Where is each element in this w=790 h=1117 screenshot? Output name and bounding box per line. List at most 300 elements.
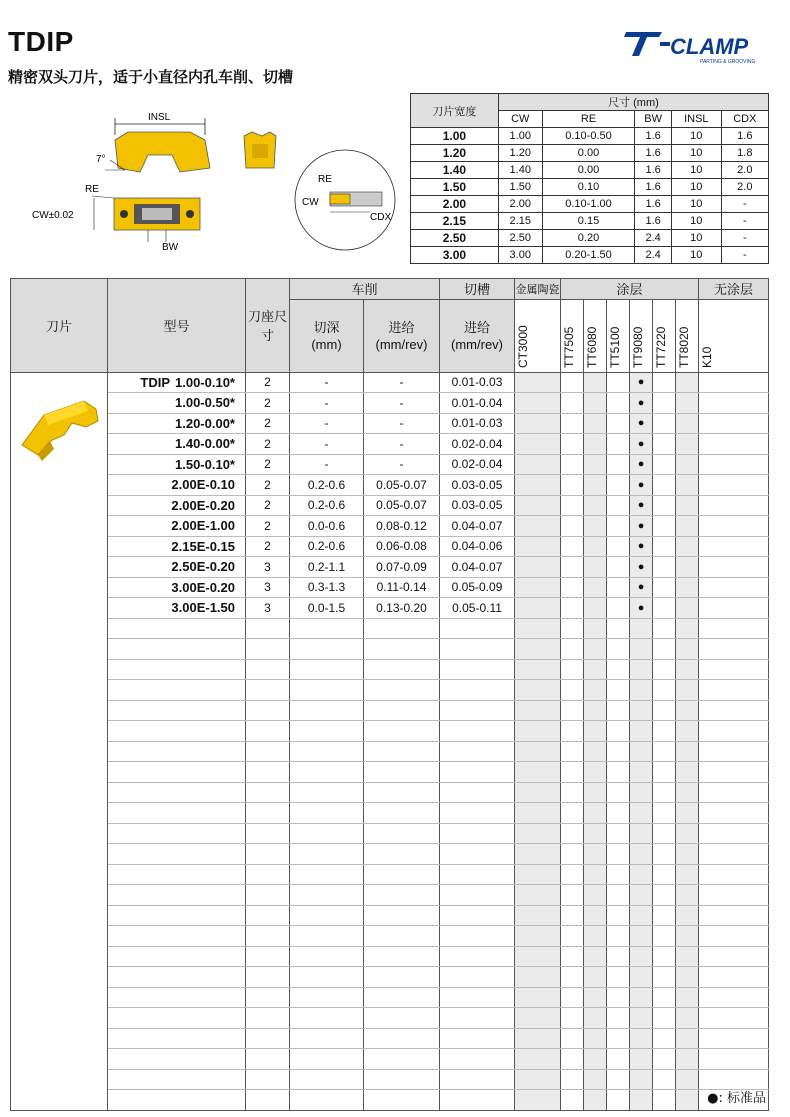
dim-cell: -: [721, 247, 768, 264]
legend-note: ●: 标准品: [707, 1091, 766, 1106]
dim-cell: 0.15: [542, 213, 635, 230]
grade-cell: [584, 905, 607, 926]
insert-icon: [14, 383, 104, 463]
table-row: [11, 741, 769, 762]
grade-cell: [630, 700, 653, 721]
grade-cell: [584, 680, 607, 701]
grade-cell: [699, 516, 769, 537]
grade-cell: [699, 680, 769, 701]
depth-cell: [290, 1090, 364, 1111]
grade-cell: [515, 393, 561, 414]
grade-cell: [515, 741, 561, 762]
groove-cell: [440, 823, 515, 844]
grade-cell: [630, 987, 653, 1008]
grade-cell: [699, 434, 769, 455]
grade-cell: [607, 516, 630, 537]
table-row: [11, 393, 769, 414]
dim-cell: 2.4: [635, 247, 672, 264]
grade-tt7505: TT7505: [562, 326, 577, 368]
seat-cell: [246, 659, 290, 680]
depth-cell: 0.2-0.6: [290, 475, 364, 496]
seat-cell: 2: [246, 372, 290, 393]
groove-cell: 0.05-0.11: [440, 598, 515, 619]
feed-cell: [364, 1069, 440, 1090]
grade-k10: K10: [700, 346, 715, 368]
groove-cell: [440, 1028, 515, 1049]
grade-cell: [699, 413, 769, 434]
model-cell: [108, 659, 246, 680]
grade-cell: [630, 1049, 653, 1070]
grade-cell: [653, 864, 676, 885]
grade-cell: [653, 495, 676, 516]
groove-cell: [440, 1049, 515, 1070]
grade-cell: [653, 680, 676, 701]
groove-cell: [440, 782, 515, 803]
model-code: 2.00E-1.00: [171, 518, 235, 534]
grade-cell: [584, 393, 607, 414]
grade-cell: [584, 577, 607, 598]
grade-cell: [607, 618, 630, 639]
model-cell: [108, 844, 246, 865]
grade-cell: [676, 475, 699, 496]
grade-cell: [630, 659, 653, 680]
grade-cell: [584, 413, 607, 434]
grade-cell: [699, 967, 769, 988]
grade-cell: [676, 864, 699, 885]
groove-cell: 0.04-0.07: [440, 557, 515, 578]
grade-cell: [676, 495, 699, 516]
grade-cell: [699, 1028, 769, 1049]
table-row: [11, 598, 769, 619]
grade-cell: [699, 577, 769, 598]
depth-cell: [290, 987, 364, 1008]
model-cell: [108, 454, 246, 475]
feed-cell: [364, 864, 440, 885]
grade-cell: [699, 598, 769, 619]
grade-cell: [561, 639, 584, 660]
grade-cell: [515, 639, 561, 660]
seat-cell: 2: [246, 434, 290, 455]
grade-cell: [653, 1028, 676, 1049]
table-row: [11, 803, 769, 824]
grade-cell: [584, 721, 607, 742]
grade-cell: [630, 885, 653, 906]
feed-cell: -: [364, 413, 440, 434]
feed-cell: [364, 680, 440, 701]
model-cell: [108, 434, 246, 455]
standard-mark: ●: [630, 475, 653, 496]
grade-cell: [653, 1008, 676, 1029]
grade-cell: [676, 557, 699, 578]
grade-cell: [515, 1028, 561, 1049]
table-row: [11, 700, 769, 721]
grade-cell: [607, 1090, 630, 1111]
grade-cell: [676, 1028, 699, 1049]
depth-cell: 0.2-0.6: [290, 495, 364, 516]
dim-cell: 0.10-1.00: [542, 196, 635, 213]
feed-cell: [364, 823, 440, 844]
col-turning: 车削: [290, 279, 440, 300]
depth-cell: [290, 905, 364, 926]
groove-cell: [440, 1090, 515, 1111]
grade-cell: [584, 823, 607, 844]
seat-cell: [246, 1049, 290, 1070]
table-row: [11, 557, 769, 578]
dim-row: [411, 247, 769, 264]
grade-cell: [561, 762, 584, 783]
dim-cell: 1.6: [635, 213, 672, 230]
depth-cell: 0.0-1.5: [290, 598, 364, 619]
feed-cell: [364, 967, 440, 988]
grade-cell: [699, 639, 769, 660]
table-row: [11, 680, 769, 701]
grade-cell: [607, 721, 630, 742]
grade-cell: [699, 557, 769, 578]
depth-cell: [290, 1008, 364, 1029]
seat-cell: [246, 741, 290, 762]
groove-cell: 0.02-0.04: [440, 454, 515, 475]
seat-cell: 2: [246, 393, 290, 414]
grade-cell: [515, 700, 561, 721]
table-row: [11, 1090, 769, 1111]
depth-cell: [290, 844, 364, 865]
dim-cell: 1.6: [721, 128, 768, 145]
grade-cell: [584, 434, 607, 455]
standard-mark: ●: [630, 536, 653, 557]
grade-cell: [607, 577, 630, 598]
model-cell: [108, 1069, 246, 1090]
depth-cell: 0.3-1.3: [290, 577, 364, 598]
standard-mark: ●: [630, 372, 653, 393]
grade-cell: [515, 680, 561, 701]
feed-cell: 0.11-0.14: [364, 577, 440, 598]
grade-cell: [607, 1028, 630, 1049]
grade-cell: [653, 700, 676, 721]
seat-cell: 2: [246, 454, 290, 475]
grade-cell: [607, 475, 630, 496]
table-row: [11, 577, 769, 598]
grade-cell: [561, 372, 584, 393]
grade-cell: [699, 946, 769, 967]
grade-cell: [515, 721, 561, 742]
feed-cell: [364, 1049, 440, 1070]
model-cell: [108, 536, 246, 557]
dim-cell: 1.6: [635, 128, 672, 145]
dim-row: [411, 196, 769, 213]
grade-cell: [676, 1090, 699, 1111]
label-angle: 7°: [96, 154, 106, 165]
grade-cell: [630, 1090, 653, 1111]
dim-cell: 10: [671, 196, 721, 213]
grade-cell: [676, 680, 699, 701]
grade-cell: [676, 577, 699, 598]
dim-cell: 1.00: [498, 128, 542, 145]
grade-cell: [561, 1069, 584, 1090]
grade-cell: [630, 967, 653, 988]
dim-row: [411, 162, 769, 179]
grade-cell: [607, 700, 630, 721]
dim-cell: 2.15: [498, 213, 542, 230]
feed-cell: [364, 700, 440, 721]
depth-cell: -: [290, 434, 364, 455]
grade-cell: [607, 864, 630, 885]
dim-row: [411, 145, 769, 162]
grade-cell: [653, 946, 676, 967]
grade-cell: [515, 844, 561, 865]
grade-cell: [561, 844, 584, 865]
grade-cell: [607, 987, 630, 1008]
grade-cell: [584, 946, 607, 967]
seat-cell: [246, 1090, 290, 1111]
grade-cell: [561, 434, 584, 455]
dim-row: [411, 230, 769, 247]
dim-row: [411, 213, 769, 230]
dim-cell: -: [721, 213, 768, 230]
feed-cell: -: [364, 434, 440, 455]
grade-cell: [653, 598, 676, 619]
grade-cell: [699, 475, 769, 496]
grade-tt5100: TT5100: [608, 326, 623, 368]
depth-cell: [290, 659, 364, 680]
grade-cell: [561, 475, 584, 496]
dim-cell: 1.6: [635, 145, 672, 162]
grade-cell: [676, 1069, 699, 1090]
grade-cell: [653, 782, 676, 803]
seat-cell: [246, 987, 290, 1008]
series-prefix: TDIP: [140, 374, 170, 390]
label-re: RE: [85, 184, 99, 195]
dimension-table: [410, 93, 769, 264]
feed-cell: 0.08-0.12: [364, 516, 440, 537]
model-cell: [108, 803, 246, 824]
grade-cell: [653, 475, 676, 496]
grade-cell: [699, 536, 769, 557]
grade-cell: [607, 782, 630, 803]
grade-cell: [699, 905, 769, 926]
grade-cell: [584, 536, 607, 557]
grade-cell: [676, 885, 699, 906]
model-code: 2.00E-0.20: [171, 497, 235, 513]
feed-cell: [364, 803, 440, 824]
grade-cell: [676, 372, 699, 393]
standard-mark: ●: [630, 577, 653, 598]
grade-cell: [676, 536, 699, 557]
feed-cell: [364, 1090, 440, 1111]
grade-cell: [630, 926, 653, 947]
dim-cell: 0.20-1.50: [542, 247, 635, 264]
label-bw: BW: [162, 242, 179, 253]
insert-image: [11, 372, 108, 1110]
grade-cell: [699, 393, 769, 414]
grade-cell: [699, 495, 769, 516]
col-coated: 涂层: [561, 279, 699, 300]
seat-cell: [246, 1028, 290, 1049]
table-row: [11, 782, 769, 803]
grade-cell: [561, 598, 584, 619]
col-insert: 刀片: [11, 279, 108, 373]
depth-cell: [290, 741, 364, 762]
grade-cell: [653, 741, 676, 762]
table-row: [11, 721, 769, 742]
feed-cell: [364, 741, 440, 762]
model-cell: [108, 741, 246, 762]
grade-cell: [653, 639, 676, 660]
grade-cell: [561, 864, 584, 885]
grade-cell: [515, 557, 561, 578]
feed-cell: [364, 946, 440, 967]
grade-cell: [630, 1028, 653, 1049]
grade-cell: [561, 823, 584, 844]
model-cell: [108, 905, 246, 926]
grade-cell: [653, 967, 676, 988]
grade-cell: [699, 721, 769, 742]
groove-cell: [440, 864, 515, 885]
model-cell: [108, 762, 246, 783]
dim-row: [411, 128, 769, 145]
table-row: [11, 516, 769, 537]
dim-cell: 10: [671, 213, 721, 230]
page-title: TDIP: [8, 26, 74, 57]
grade-cell: [607, 823, 630, 844]
depth-cell: [290, 618, 364, 639]
model-cell: [108, 700, 246, 721]
depth-cell: -: [290, 372, 364, 393]
grade-cell: [676, 823, 699, 844]
groove-cell: [440, 905, 515, 926]
grade-cell: [584, 741, 607, 762]
table-row: [11, 762, 769, 783]
seat-cell: [246, 721, 290, 742]
grade-cell: [699, 885, 769, 906]
table-row: [11, 372, 769, 393]
grade-cell: [676, 639, 699, 660]
dim-cell: 1.6: [635, 162, 672, 179]
grade-cell: [699, 741, 769, 762]
model-cell: [108, 372, 246, 393]
seat-cell: [246, 700, 290, 721]
grade-cell: [607, 639, 630, 660]
grade-cell: [676, 1008, 699, 1029]
dim-cell: 10: [671, 247, 721, 264]
grade-cell: [653, 885, 676, 906]
grade-table: [10, 278, 769, 1111]
standard-mark: ●: [630, 598, 653, 619]
model-cell: [108, 1090, 246, 1111]
grade-cell: [515, 885, 561, 906]
groove-cell: 0.04-0.06: [440, 536, 515, 557]
grade-cell: [607, 967, 630, 988]
label-cw: CW±0.02: [32, 210, 74, 221]
seat-cell: 3: [246, 557, 290, 578]
grade-cell: [561, 516, 584, 537]
dim-cell: 3.00: [411, 247, 499, 264]
grade-cell: [561, 905, 584, 926]
groove-cell: [440, 967, 515, 988]
model-cell: [108, 618, 246, 639]
col-model: 型号: [108, 279, 246, 373]
feed-cell: 0.13-0.20: [364, 598, 440, 619]
grade-cell: [515, 987, 561, 1008]
grade-cell: [699, 987, 769, 1008]
table-row: [11, 823, 769, 844]
grade-cell: [653, 413, 676, 434]
col-feed: 进给 (mm/rev): [364, 299, 440, 372]
depth-cell: [290, 967, 364, 988]
feed-cell: [364, 926, 440, 947]
dim-cell: 2.50: [498, 230, 542, 247]
grade-cell: [653, 516, 676, 537]
depth-cell: [290, 803, 364, 824]
grade-cell: [699, 1049, 769, 1070]
model-cell: [108, 680, 246, 701]
grade-cell: [584, 639, 607, 660]
grade-cell: [653, 1069, 676, 1090]
groove-cell: 0.03-0.05: [440, 495, 515, 516]
logo-tagline: PARTING & GROOVING: [700, 59, 756, 65]
grade-cell: [630, 844, 653, 865]
grade-cell: [515, 926, 561, 947]
grade-cell: [607, 495, 630, 516]
grade-cell: [607, 1008, 630, 1029]
groove-cell: [440, 1069, 515, 1090]
grade-cell: [699, 864, 769, 885]
grade-cell: [699, 454, 769, 475]
grade-cell: [653, 536, 676, 557]
grade-cell: [607, 557, 630, 578]
model-code: 1.00-0.10*: [175, 374, 235, 390]
grade-cell: [561, 741, 584, 762]
dim-cell: 2.15: [411, 213, 499, 230]
grade-cell: [630, 864, 653, 885]
depth-cell: [290, 721, 364, 742]
seat-cell: [246, 905, 290, 926]
groove-cell: [440, 762, 515, 783]
grade-cell: [584, 475, 607, 496]
grade-cell: [676, 741, 699, 762]
feed-cell: [364, 905, 440, 926]
model-cell: [108, 967, 246, 988]
dim-cell: 2.50: [411, 230, 499, 247]
grade-cell: [630, 618, 653, 639]
table-row: [11, 967, 769, 988]
grade-cell: [515, 577, 561, 598]
groove-cell: 0.01-0.03: [440, 413, 515, 434]
feed-cell: [364, 782, 440, 803]
table-row: [11, 1049, 769, 1070]
groove-cell: [440, 700, 515, 721]
grade-cell: [676, 762, 699, 783]
dim-cell: 2.0: [721, 179, 768, 196]
grade-cell: [653, 926, 676, 947]
dim-col-re: RE: [542, 111, 635, 128]
grade-cell: [607, 803, 630, 824]
dim-cell: 1.6: [635, 196, 672, 213]
model-code: 1.40-0.00*: [175, 436, 235, 452]
model-cell: [108, 926, 246, 947]
depth-cell: [290, 639, 364, 660]
label-cdx: CDX: [370, 212, 392, 223]
dim-col-bw: BW: [635, 111, 672, 128]
col-groove-feed: 进给 (mm/rev): [440, 299, 515, 372]
grade-cell: [561, 680, 584, 701]
col-cermet: 金属陶瓷: [515, 279, 561, 300]
depth-cell: [290, 1028, 364, 1049]
label-insl: INSL: [148, 112, 171, 123]
grade-cell: [630, 741, 653, 762]
col-grooving: 切槽: [440, 279, 515, 300]
grade-cell: [607, 885, 630, 906]
seat-cell: [246, 782, 290, 803]
